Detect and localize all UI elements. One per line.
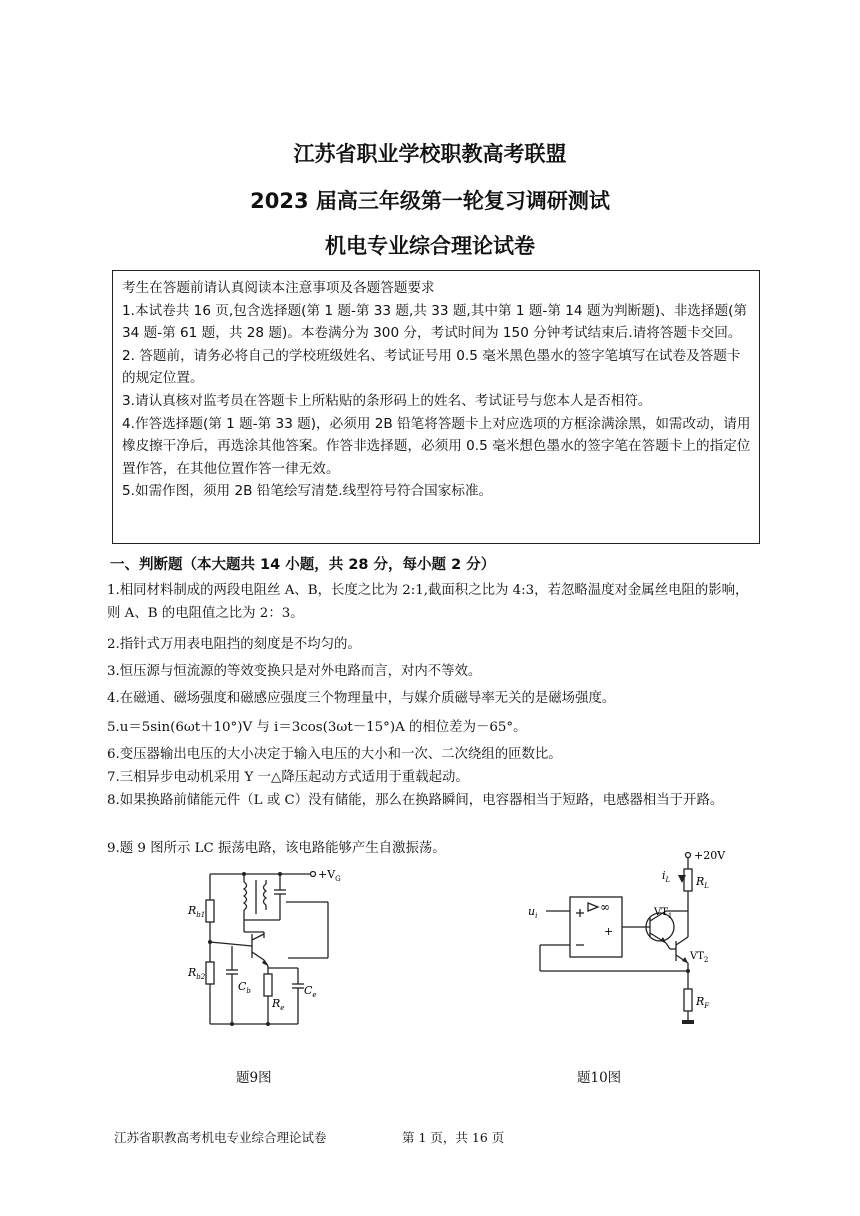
section-heading: 一、判断题（本大题共 14 小题，共 28 分，每小题 2 分） (110, 557, 496, 573)
label-rb1: $R_{b1}$ (188, 904, 206, 919)
label-vg: $+V_G$ (318, 868, 341, 883)
notice-item: 3.请认真核对监考员在答题卡上所粘贴的条形码上的姓名、考试证号与您本人是否相符。 (122, 392, 652, 409)
exam-organizer-title: 江苏省职业学校职教高考联盟 (293, 142, 567, 166)
question-7: 7.三相异步电动机采用 Y 一△降压起动方式适用于重载起动。 (107, 770, 469, 785)
exam-session-title: 2023 届高三年级第一轮复习调研测试 (250, 189, 610, 213)
question-5: 5.u＝5sin(6ωt＋10°)V 与 i＝3cos(3ωt－15°)A 的相位差为－65°。 (107, 720, 527, 735)
question-8: 8.如果换路前储能元件（L 或 C）没有储能，那么在换路瞬间，电容器相当于短路，电感器相当于开路。 (107, 793, 724, 808)
notice-box (112, 270, 760, 544)
question-1: 1.相同材料制成的两段电阻丝 A、B，长度之比为 2:1,截面积之比为 4:3，若忽略温度对金属丝电阻的影响，则 A、B 的电阻值之比为 2：3。 (107, 583, 749, 621)
label-vt2: $VT_2$ (690, 951, 709, 964)
label-ce: $C_e$ (304, 984, 317, 999)
question-2: 2.指针式万用表电阻挡的刻度是不均匀的。 (107, 637, 361, 652)
figure-10-opamp-darlington-circuit (522, 845, 732, 1031)
label-rl: $R_L$ (696, 875, 709, 890)
notice-item: 4.作答选择题(第 1 题-第 33 题)，必须用 2B 铅笔将答题卡上对应选项的方框涂满涂黑，如需改动，请用橡皮擦干净后，再选涂其他答案。作答非选择题，必须用 0.5 毫米想色墨水的签字笔在答题卡上的指定位置作答，在其他位置作答一律无效。 (122, 415, 751, 477)
label-rb2: $R_{b2}$ (188, 966, 206, 981)
notice-title: 考生在答题前请认真阅读本注意事项及各题答题要求 (122, 280, 435, 296)
label-infinity: ∞ (600, 900, 610, 914)
label-output-plus: + (604, 925, 614, 938)
label-il: $i_L$ (662, 869, 671, 884)
notice-item: 5.如需作图，须用 2B 铅笔绘写清楚.线型符号符合国家标准。 (122, 483, 493, 500)
footer-paper-name: 江苏省职教高考机电专业综合理论试卷 (114, 1130, 327, 1145)
question-9: 9.题 9 图所示 LC 振荡电路，该电路能够产生自激振荡。 (107, 841, 446, 856)
question-3: 3.恒压源与恒流源的等效变换只是对外电路而言，对内不等效。 (107, 664, 482, 679)
label-cb: $C_b$ (238, 980, 251, 995)
label-rf: $R_F$ (696, 995, 710, 1010)
paper-subject-title: 机电专业综合理论试卷 (325, 234, 535, 258)
notice-item: 1.本试卷共 16 页,包含选择题(第 1 题-第 33 题,共 33 题,其中第 1 题-第 14 题为判断题)、非选择题(第 34 题-第 61 题，共 28 题)。本卷满分为 300 分，考试时间为 150 分钟考试结束后.请将答题卡交回。 (122, 302, 747, 342)
label-re: $R_e$ (272, 997, 285, 1012)
label-vt1: $VT_1$ (654, 907, 673, 920)
label-ui: $u_i$ (528, 905, 538, 920)
question-6: 6.变压器输出电压的大小决定于输入电压的大小和一次、二次绕组的匝数比。 (107, 747, 562, 762)
figure-9-lc-oscillator-circuit (180, 862, 360, 1040)
figure-10-caption: 题10图 (577, 1070, 622, 1086)
label-supply: +20V (694, 849, 726, 862)
footer-page-number: 第 1 页，共 16 页 (402, 1130, 505, 1145)
figure-9-caption: 题9图 (236, 1070, 272, 1086)
notice-item: 2. 答题前，请务必将自己的学校班级姓名、考试证号用 0.5 毫米黑色墨水的签字笔填写在试卷及答题卡的规定位置。 (122, 347, 741, 387)
question-4: 4.在磁通、磁场强度和磁感应强度三个物理量中，与媒介质磁导率无关的是磁场强度。 (107, 691, 616, 706)
